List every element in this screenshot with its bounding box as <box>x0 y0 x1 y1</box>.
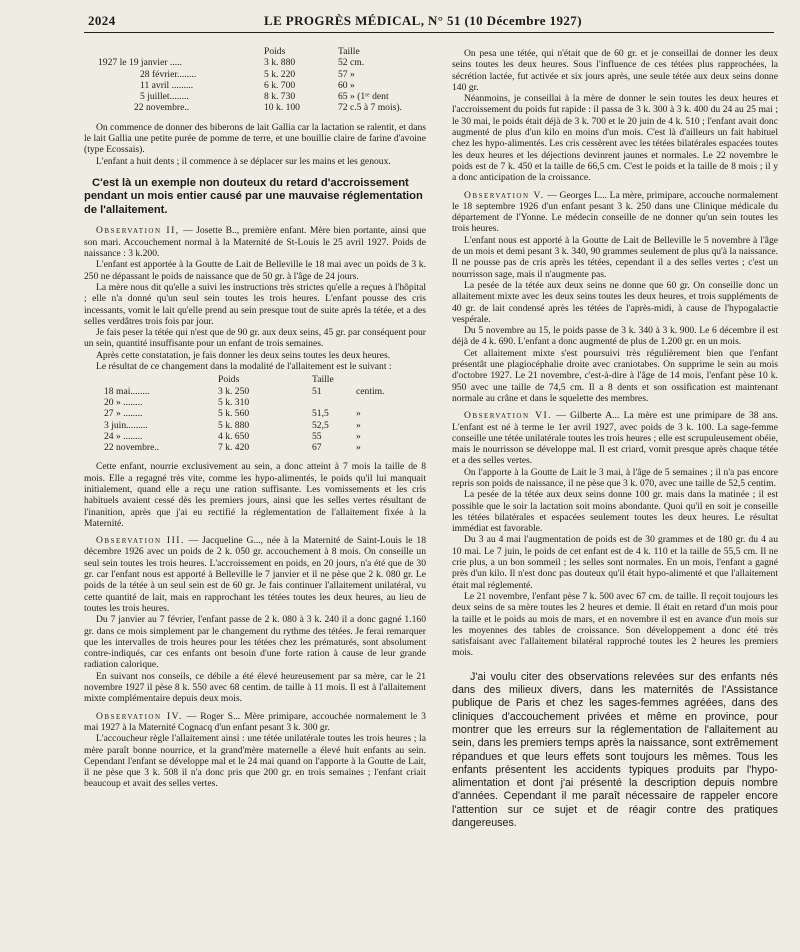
cell-date: 3 juin......... <box>104 419 148 431</box>
observation-text: — Georges L... La mère, primipare, accouche normalement le 18 septembre 1926 d'un enfant pesant 3 k. 250 dans une Clinique médicale du département de l'Yonne. Le médecin conseille de ne donner qu'un sein toutes les trois heures. <box>452 189 779 235</box>
observation-text: — Jacqueline G..., née à la Maternité de Saint-Louis le 18 décembre 1926 avec un poids de 2 k. 050 gr. accouchement à 8 mois. On conseille un seul sein toutes les trois heures. L'accroissement en poids, en 20 jours, n'a été que de 30 gr. car l'enfant nous est apporté à Belleville le 7 janvier et il ne pèse que 2 k. 080 gr. Le poids de la tétée à un seul sein est de 60 gr. Je fais continuer l'allaitement unilatéral, vu cette quantité de lait, mais en rapprochant les tétées toutes les deux heures, au lieu de toutes les trois heures. <box>84 535 427 614</box>
section-heading: C'est là un exemple non douteux du retard d'accroissement pendant un mois entier causé par une mauvaise réglementation de l'allaitement. <box>84 176 423 216</box>
cell-unit: » <box>356 419 361 431</box>
cell-date: 28 février........ <box>140 68 197 80</box>
table-header-row <box>98 46 406 57</box>
closing-paragraph: J'ai voulu citer des observations relevées sur des enfants nés dans des milieux divers, dans les maternités de l'Assistance publique de Paris et chez les sages-femmes agréées, dans des cliniques d'accouchement privées et même en province, pour montrer que les erreurs sur la réglementation de l'allaitement au sein, dans les premiers temps après la naissance, sont extrêmement répandues et que leurs effets sont toujours les mêmes. Tous les enfants présentent les accidents typiques produits par l'hypo-alimentation et dont j'ai présenté la description depuis nombre d'années. Cependant il me paraît nécessaire de rappeler encore l'attention sur ce sujet et de réagir contre des pratiques dangereuses. <box>452 670 778 829</box>
cell-poids: 5 k. 880 <box>218 419 250 431</box>
closing-section <box>452 671 778 831</box>
paragraph: En suivant nos conseils, ce débile a été élevé heureusement par sa mère, car le 21 novembre 1927 il pèse 8 k. 550 avec 68 centim. de taille à 11 mois. Il est à l'allaitement mixte complémentaire depuis deux mois. <box>84 670 426 705</box>
paragraph: Je fais peser la tétée qui n'est que de 90 gr. aux deux seins, 45 gr. par conséquent pour un sein, quantité insuffisante pour un enfant de trois semaines. <box>84 327 426 350</box>
cell-poids: 5 k. 310 <box>218 396 250 408</box>
paragraph: Néanmoins, je conseillai à la mère de donner le sein toutes les deux heures et l'accroissement du poids fut rapide : il passa de 3 k. 300 à 3 k. 400 du 24 au 25 mai ; le 30 mai, le poids était déjà de 3 k. 700 et le 20 juin de 4 k. 510 ; l'enfant avait donc augmenté de plus d'un kilo en moins d'un mois. C'est là d'ailleurs un fait habituel chez les hypo-alimentés. Les cris cessèrent avec les tétées bilatérales espacées toutes les deux heures et les déjections devinrent jaunes et normales. Le 22 novembre le poids est de 7 k. 450 et la taille de 66,5 cm. C'est le poids et la taille de 8 mois ; il y a donc anticipation de la croissance. <box>452 93 778 184</box>
cell-taille: 65 » (1ʳᵉ dent <box>338 91 389 103</box>
paragraph: La pesée de la tétée aux deux seins ne donne que 60 gr. On conseille donc un allaitement mixte avec les deux seins toutes les deux heures, et trois suppléments de 40 gr. de lait condensé après les tétées de l'après-midi, à cause de l'hypogalactie vespérale. <box>452 279 778 325</box>
observation-label: Observation IV. <box>96 710 183 722</box>
col-header-taille: Taille <box>312 374 334 386</box>
paragraph: L'enfant a huit dents ; il commence à se déplacer sur les mains et les genoux. <box>96 155 391 167</box>
table-row <box>98 80 406 91</box>
right-column <box>452 48 778 830</box>
paragraph: Du 5 novembre au 15, le poids passe de 3 k. 340 à 3 k. 900. Le 6 décembre il est déjà de 4 k. 690. L'enfant a donc augmenté de plus de 1.200 gr. en un mois. <box>452 325 778 348</box>
table-row <box>104 386 389 397</box>
table-row <box>98 57 406 68</box>
left-column <box>84 44 426 790</box>
paragraph: Du 7 janvier au 7 février, l'enfant passe de 2 k. 080 à 3 k. 240 il a donc gagné 1.160 gr. dans ce mois simplement par le changement du rythme des tétées. Je ferai remarquer que les intervalles de trois heures pour les tétées chez les prématurés, sont absolument contre-indiqués, car ces enfants ont besoin d'une forte ration à cause de leur grande radiation calorique. <box>84 614 426 671</box>
table-header-row <box>104 374 389 385</box>
page-header <box>84 8 774 33</box>
cell-poids: 5 k. 560 <box>218 408 250 420</box>
cell-poids: 3 k. 250 <box>218 385 250 397</box>
table-row <box>98 102 406 113</box>
col-header-poids: Poids <box>218 374 240 386</box>
cell-unit: » <box>356 442 361 454</box>
cell-taille: 51 <box>312 385 322 397</box>
table-row <box>98 91 406 102</box>
observation-text: — Josette B.., première enfant. Mère bien portante, ainsi que son mari. Accouchement normal à la Maternité de St-Louis le 25 avril 1927. Poids de naissance : 3 k.200. <box>84 225 426 260</box>
cell-taille: 57 » <box>338 68 355 80</box>
cell-taille: 55 <box>312 430 322 442</box>
measurements-table-1 <box>98 46 406 114</box>
observation-label: Observation V. <box>464 189 545 201</box>
paragraph: Le résultat de ce changement dans la modalité de l'allaitement est le suivant : <box>96 361 392 373</box>
observation-text: — Roger S... Mère primipare, accouchée normalement le 3 mai 1927 à la Maternité Cognacq d'un enfant pesant 3 k. 300 gr. <box>84 710 426 733</box>
observation-6 <box>452 410 778 466</box>
cell-date: 11 avril ......... <box>140 79 194 91</box>
journal-title: LE PROGRÈS MÉDICAL, N° 51 (10 Décembre 1927) <box>264 13 582 28</box>
paragraph: La pesée de la tétée aux deux seins donne 100 gr. mais dans la matinée ; il est possible que le soir la lactation soit moins abondante. Quoi qu'il en soit je conseille les tétées bilatérales et espacées seulement toutes les deux heures. Le résultat immédiat est favorable. <box>452 489 778 535</box>
cell-date: 22 novembre.. <box>104 442 160 454</box>
cell-date: 18 mai........ <box>104 385 150 397</box>
cell-unit: » <box>356 408 361 420</box>
paragraph: On commence de donner des biberons de lait Gallia car la lactation se ralentit, et dans le lait Gallia une petite purée de pomme de terre, et une bouillie claire de farine d'avoine (type Ecossais). <box>84 121 426 156</box>
paragraph: Cette enfant, nourrie exclusivement au sein, a donc atteint à 7 mois la taille de 8 mois. Elle a regagné très vite, comme les hypo-alimentés, le poids qu'il lui manquait initialement, quand elle a reçu une ration suffisante. Les vomissements et les cris habituels avaient cessé dès les premiers jours, ainsi que les selles vertes résultant de l'inanition, après que j'ai eu rectifié la réglementation de l'allaitement fixée à la Maternité. <box>84 461 426 529</box>
cell-date: 20 » ........ <box>104 396 143 408</box>
cell-taille: 51,5 <box>312 408 329 420</box>
table-row <box>104 420 389 431</box>
cell-poids: 6 k. 700 <box>264 79 296 91</box>
col-header-taille: Taille <box>338 46 360 57</box>
paragraph: La mère nous dit qu'elle a suivi les instructions très strictes qu'elle a reçues à l'hôpital ; elle n'a donné qu'un seul sein toutes les trois heures. L'enfant pousse des cris incessants, vomit le lait qu'elle prend au sein presque tout de suite après la tétée, et a des selles verdâtres trois fois par jour. <box>84 281 426 327</box>
cell-taille: 60 » <box>338 79 355 91</box>
cell-taille: 72 c.5 à 7 mois). <box>338 102 402 114</box>
cell-date: 27 » ........ <box>104 408 143 420</box>
paragraph: L'accoucheur règle l'allaitement ainsi : une tétée unilatérale toutes les trois heures ; la mère paraît bonne nourrice, et la grand'mère maternelle a élevé huit enfants au sein. Cependant l'enfant se développe mal et le 24 mai quand on l'apporte à la Goutte de Lait, il ne pèse que 3 k. 508 il n'a donc pris que 200 gr. en trois semaines ; l'enfant criait beaucoup et avait des selles vertes. <box>84 733 426 790</box>
table-row <box>104 408 389 419</box>
paragraph: On pesa une tétée, qui n'était que de 60 gr. et je conseillai de donner les deux seins toutes les deux heures. Sous l'influence de ces tétées plus rapprochées, la sécrétion lactée, fut activée et six jours après, une seule tétée aux deux seins donne 140 gr. <box>452 48 778 93</box>
paragraph: On l'apporte à la Goutte de Lait le 3 mai, à l'âge de 5 semaines ; il n'a pas encore repris son poids de naissance, il ne pèse que 3 k. 070, avec une taille de 52,5 centim. <box>452 466 778 489</box>
cell-taille: 52 cm. <box>338 57 365 69</box>
cell-unit: centim. <box>356 385 385 397</box>
observation-4 <box>84 711 426 734</box>
observation-label: Observation II, <box>96 225 180 237</box>
cell-poids: 3 k. 880 <box>264 57 296 69</box>
cell-date: 1927 le 19 janvier ..... <box>98 57 182 69</box>
paragraph: Après cette constatation, je fais donner les deux seins toutes les deux heures. <box>96 349 391 361</box>
table-row <box>104 431 389 442</box>
cell-date: 22 novembre.. <box>134 102 190 114</box>
paragraph: L'enfant nous est apporté à la Goutte de Lait de Belleville le 5 novembre à l'âge de un mois et demi pesant 3 k. 340, 90 grammes seulement de plus qu'à la naissance. Il ne pousse pas de cris après les tétées, cependant il a des selles vertes ; c'est un nourrisson sage, mais il n'augmente pas. <box>452 234 778 280</box>
observation-5 <box>452 190 778 235</box>
paragraph: Du 3 au 4 mai l'augmentation de poids est de 30 grammes et de 180 gr. du 4 au 10 mai. Le 7 juin, le poids de cet enfant est de 4 k. 110 et la taille de 55,5 cm. Il ne crie plus, a un bon sommeil ; les selles sont normales. En un mois, l'enfant a gagné près d'un kilo. Il n'est donc pas douteux qu'il était hypo-alimenté et que l'allaitement était mal réglementé. <box>452 534 778 591</box>
cell-poids: 7 k. 420 <box>218 442 250 454</box>
cell-taille: 67 <box>312 442 322 454</box>
cell-date: 5 juillet........ <box>140 91 189 103</box>
observation-2 <box>84 225 426 259</box>
cell-unit: » <box>356 430 361 442</box>
cell-date: 24 » ........ <box>104 430 143 442</box>
col-header-poids: Poids <box>264 46 286 57</box>
measurements-table-2 <box>104 374 389 453</box>
cell-unit <box>356 397 389 408</box>
cell-poids: 8 k. 730 <box>264 91 296 103</box>
paragraph: L'enfant est apportée à la Goutte de Lait de Belleville le 18 mai avec un poids de 3 k. 250 ne dépassant le poids de naissance que de 50 gr. à l'âge de 24 jours. <box>84 259 426 282</box>
cell-poids: 4 k. 650 <box>218 430 250 442</box>
observation-text: — Gilberte A... La mère est une primipare de 38 ans. L'enfant est né à terme le 1er avril 1927, avec poids de 3 k. 100. La sage-femme conseille une tétée unilatérale toutes les trois heures ; elle est scrupuleusement obéie, mais le nourrisson se développe mal. Il est criard, vomit presque après chaque tétée et a des selles vertes. <box>452 410 778 467</box>
observation-label: Observation III. <box>96 535 185 547</box>
table-row <box>98 69 406 80</box>
table-row <box>104 442 389 453</box>
paragraph: Cet allaitement mixte s'est poursuivi très régulièrement bien que l'enfant présentât une plagiocéphalie droite avec craniotabes. On supprime le sein au mois d'octobre 1927. Le 21 novembre, c'est-à-dire à l'âge de 14 mois, l'enfant pèse 10 k. 950 avec une taille de 74,5 cm. Il a 8 dents et son ossification est maintenant normale au crâne et dans le squelette des membres. <box>452 347 778 404</box>
observation-3 <box>84 535 426 614</box>
cell-poids: 10 k. 100 <box>264 102 300 114</box>
table-row <box>104 397 389 408</box>
cell-taille: 52,5 <box>312 419 329 431</box>
observation-label: Observation VI. <box>464 410 553 422</box>
paragraph: Le 21 novembre, l'enfant pèse 7 k. 500 avec 67 cm. de taille. Il reçoit toujours les deux seins de sa mère toutes les 2 heures et demie. Il était en retard d'un mois pour la taille et le poids au mois de mars, et en novembre il est en avance d'un mois sur les moyennes des tables de croissance. Son développement a donc été très satisfaisant avec l'allaitement bilatéral rapproché toutes les 2 heures les premiers mois. <box>452 590 778 659</box>
cell-poids: 5 k. 220 <box>264 68 296 80</box>
cell-taille <box>312 397 356 408</box>
page-number: 2024 <box>88 13 116 28</box>
